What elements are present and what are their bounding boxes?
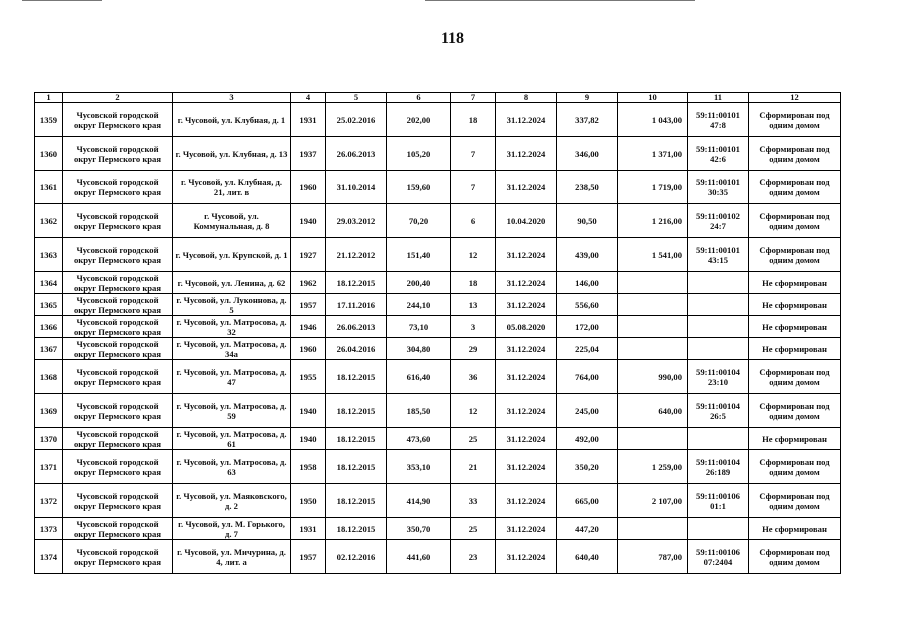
registry-table-body xyxy=(35,93,841,574)
land-area-cell: 1 259,00 xyxy=(618,450,688,484)
survey-date-cell: 26.04.2016 xyxy=(326,338,387,360)
residents-count-cell: 18 xyxy=(451,272,496,294)
total-area-cell: 439,00 xyxy=(557,238,618,272)
resettlement-deadline-cell: 31.12.2024 xyxy=(496,272,557,294)
resettlement-deadline-cell: 31.12.2024 xyxy=(496,338,557,360)
resettlement-deadline-cell: 31.12.2024 xyxy=(496,294,557,316)
municipality-cell: Чусовской городской округ Пермского края xyxy=(63,540,173,574)
column-number-cell: 12 xyxy=(749,93,841,103)
table-row xyxy=(35,103,841,137)
build-year-cell: 1940 xyxy=(291,428,326,450)
living-area-cell: 185,50 xyxy=(387,394,451,428)
build-year-cell: 1931 xyxy=(291,518,326,540)
total-area-cell: 337,82 xyxy=(557,103,618,137)
land-area-cell: 1 719,00 xyxy=(618,171,688,204)
build-year-cell: 1927 xyxy=(291,238,326,272)
land-area-cell: 1 541,00 xyxy=(618,238,688,272)
survey-date-cell: 26.06.2013 xyxy=(326,137,387,171)
living-area-cell: 151,40 xyxy=(387,238,451,272)
living-area-cell: 105,20 xyxy=(387,137,451,171)
land-status-cell: Не сформирован xyxy=(749,272,841,294)
build-year-cell: 1958 xyxy=(291,450,326,484)
cadastral-number-cell: 59:11:00101 42:6 xyxy=(688,137,749,171)
residents-count-cell: 13 xyxy=(451,294,496,316)
build-year-cell: 1960 xyxy=(291,338,326,360)
address-cell: г. Чусовой, ул. Матросова, д. 61 xyxy=(173,428,291,450)
living-area-cell: 350,70 xyxy=(387,518,451,540)
residents-count-cell: 3 xyxy=(451,316,496,338)
cadastral-number-cell xyxy=(688,272,749,294)
address-cell: г. Чусовой, ул. Ленина, д. 62 xyxy=(173,272,291,294)
total-area-cell: 764,00 xyxy=(557,360,618,394)
row-number-cell: 1370 xyxy=(35,428,63,450)
cadastral-number-cell: 59:11:00104 26:5 xyxy=(688,394,749,428)
table-row xyxy=(35,518,841,540)
land-area-cell: 2 107,00 xyxy=(618,484,688,518)
address-cell: г. Чусовой, ул. Матросова, д. 63 xyxy=(173,450,291,484)
address-cell: г. Чусовой, ул. Клубная, д. 21, лит. в xyxy=(173,171,291,204)
column-number-cell: 11 xyxy=(688,93,749,103)
column-number-cell: 8 xyxy=(496,93,557,103)
resettlement-deadline-cell: 31.12.2024 xyxy=(496,428,557,450)
table-row xyxy=(35,272,841,294)
land-area-cell xyxy=(618,316,688,338)
page-number: 118 xyxy=(440,30,465,47)
living-area-cell: 70,20 xyxy=(387,204,451,238)
municipality-cell: Чусовской городской округ Пермского края xyxy=(63,294,173,316)
resettlement-deadline-cell: 31.12.2024 xyxy=(496,540,557,574)
total-area-cell: 350,20 xyxy=(557,450,618,484)
residents-count-cell: 6 xyxy=(451,204,496,238)
table-row xyxy=(35,428,841,450)
survey-date-cell: 18.12.2015 xyxy=(326,394,387,428)
living-area-cell: 414,90 xyxy=(387,484,451,518)
build-year-cell: 1962 xyxy=(291,272,326,294)
row-number-cell: 1368 xyxy=(35,360,63,394)
table-row xyxy=(35,316,841,338)
residents-count-cell: 12 xyxy=(451,238,496,272)
survey-date-cell: 26.06.2013 xyxy=(326,316,387,338)
address-cell: г. Чусовой, ул. М. Горького, д. 7 xyxy=(173,518,291,540)
municipality-cell: Чусовской городской округ Пермского края xyxy=(63,338,173,360)
table-row xyxy=(35,238,841,272)
column-number-cell: 9 xyxy=(557,93,618,103)
column-number-cell: 5 xyxy=(326,93,387,103)
living-area-cell: 202,00 xyxy=(387,103,451,137)
survey-date-cell: 18.12.2015 xyxy=(326,518,387,540)
survey-date-cell: 18.12.2015 xyxy=(326,450,387,484)
build-year-cell: 1950 xyxy=(291,484,326,518)
table-row xyxy=(35,204,841,238)
municipality-cell: Чусовской городской округ Пермского края xyxy=(63,204,173,238)
cadastral-number-cell: 59:11:00106 07:2404 xyxy=(688,540,749,574)
living-area-cell: 441,60 xyxy=(387,540,451,574)
cadastral-number-cell xyxy=(688,428,749,450)
cadastral-number-cell xyxy=(688,518,749,540)
residents-count-cell: 7 xyxy=(451,171,496,204)
land-area-cell: 1 371,00 xyxy=(618,137,688,171)
address-cell: г. Чусовой, ул. Крупской, д. 1 xyxy=(173,238,291,272)
top-rule-right xyxy=(425,0,695,1)
column-number-cell: 4 xyxy=(291,93,326,103)
row-number-cell: 1365 xyxy=(35,294,63,316)
cadastral-number-cell: 59:11:00101 30:35 xyxy=(688,171,749,204)
residents-count-cell: 21 xyxy=(451,450,496,484)
land-status-cell: Сформирован под одним домом xyxy=(749,171,841,204)
municipality-cell: Чусовской городской округ Пермского края xyxy=(63,316,173,338)
column-number-cell: 1 xyxy=(35,93,63,103)
total-area-cell: 492,00 xyxy=(557,428,618,450)
table-row xyxy=(35,450,841,484)
land-status-cell: Не сформирован xyxy=(749,518,841,540)
total-area-cell: 640,40 xyxy=(557,540,618,574)
resettlement-deadline-cell: 31.12.2024 xyxy=(496,518,557,540)
total-area-cell: 346,00 xyxy=(557,137,618,171)
resettlement-deadline-cell: 05.08.2020 xyxy=(496,316,557,338)
land-status-cell: Сформирован под одним домом xyxy=(749,204,841,238)
municipality-cell: Чусовской городской округ Пермского края xyxy=(63,450,173,484)
table-row xyxy=(35,540,841,574)
survey-date-cell: 21.12.2012 xyxy=(326,238,387,272)
column-number-cell: 7 xyxy=(451,93,496,103)
address-cell: г. Чусовой, ул. Матросова, д. 32 xyxy=(173,316,291,338)
resettlement-deadline-cell: 31.12.2024 xyxy=(496,360,557,394)
municipality-cell: Чусовской городской округ Пермского края xyxy=(63,484,173,518)
land-status-cell: Не сформирован xyxy=(749,428,841,450)
table-row xyxy=(35,484,841,518)
resettlement-deadline-cell: 31.12.2024 xyxy=(496,450,557,484)
table-row xyxy=(35,294,841,316)
survey-date-cell: 18.12.2015 xyxy=(326,484,387,518)
land-status-cell: Сформирован под одним домом xyxy=(749,540,841,574)
residents-count-cell: 29 xyxy=(451,338,496,360)
survey-date-cell: 18.12.2015 xyxy=(326,360,387,394)
land-area-cell xyxy=(618,428,688,450)
municipality-cell: Чусовской городской округ Пермского края xyxy=(63,137,173,171)
land-area-cell xyxy=(618,518,688,540)
build-year-cell: 1937 xyxy=(291,137,326,171)
resettlement-deadline-cell: 31.12.2024 xyxy=(496,171,557,204)
land-status-cell: Сформирован под одним домом xyxy=(749,484,841,518)
total-area-cell: 245,00 xyxy=(557,394,618,428)
build-year-cell: 1957 xyxy=(291,540,326,574)
table-row xyxy=(35,360,841,394)
total-area-cell: 225,04 xyxy=(557,338,618,360)
address-cell: г. Чусовой, ул. Луконнова, д. 5 xyxy=(173,294,291,316)
survey-date-cell: 29.03.2012 xyxy=(326,204,387,238)
land-area-cell xyxy=(618,338,688,360)
address-cell: г. Чусовой, ул. Матросова, д. 47 xyxy=(173,360,291,394)
row-number-cell: 1360 xyxy=(35,137,63,171)
table-row xyxy=(35,171,841,204)
total-area-cell: 172,00 xyxy=(557,316,618,338)
land-status-cell: Сформирован под одним домом xyxy=(749,103,841,137)
cadastral-number-cell: 59:11:00101 43:15 xyxy=(688,238,749,272)
column-number-cell: 3 xyxy=(173,93,291,103)
row-number-cell: 1367 xyxy=(35,338,63,360)
land-status-cell: Сформирован под одним домом xyxy=(749,394,841,428)
land-area-cell: 640,00 xyxy=(618,394,688,428)
row-number-cell: 1371 xyxy=(35,450,63,484)
build-year-cell: 1955 xyxy=(291,360,326,394)
cadastral-number-cell xyxy=(688,294,749,316)
land-area-cell xyxy=(618,294,688,316)
header-row xyxy=(35,93,841,103)
living-area-cell: 616,40 xyxy=(387,360,451,394)
survey-date-cell: 25.02.2016 xyxy=(326,103,387,137)
survey-date-cell: 17.11.2016 xyxy=(326,294,387,316)
cadastral-number-cell: 59:11:00106 01:1 xyxy=(688,484,749,518)
cadastral-number-cell: 59:11:00104 23:10 xyxy=(688,360,749,394)
municipality-cell: Чусовской городской округ Пермского края xyxy=(63,238,173,272)
residents-count-cell: 7 xyxy=(451,137,496,171)
living-area-cell: 304,80 xyxy=(387,338,451,360)
land-status-cell: Сформирован под одним домом xyxy=(749,238,841,272)
survey-date-cell: 18.12.2015 xyxy=(326,272,387,294)
build-year-cell: 1940 xyxy=(291,204,326,238)
cadastral-number-cell xyxy=(688,338,749,360)
municipality-cell: Чусовской городской округ Пермского края xyxy=(63,103,173,137)
build-year-cell: 1940 xyxy=(291,394,326,428)
living-area-cell: 159,60 xyxy=(387,171,451,204)
build-year-cell: 1931 xyxy=(291,103,326,137)
build-year-cell: 1960 xyxy=(291,171,326,204)
living-area-cell: 73,10 xyxy=(387,316,451,338)
address-cell: г. Чусовой, ул. Матросова, д. 34а xyxy=(173,338,291,360)
land-area-cell: 787,00 xyxy=(618,540,688,574)
survey-date-cell: 18.12.2015 xyxy=(326,428,387,450)
address-cell: г. Чусовой, ул. Маяковского, д. 2 xyxy=(173,484,291,518)
top-rule-left xyxy=(22,0,102,1)
living-area-cell: 353,10 xyxy=(387,450,451,484)
build-year-cell: 1957 xyxy=(291,294,326,316)
column-number-cell: 10 xyxy=(618,93,688,103)
residents-count-cell: 18 xyxy=(451,103,496,137)
row-number-cell: 1364 xyxy=(35,272,63,294)
total-area-cell: 447,20 xyxy=(557,518,618,540)
resettlement-deadline-cell: 31.12.2024 xyxy=(496,103,557,137)
municipality-cell: Чусовской городской округ Пермского края xyxy=(63,428,173,450)
living-area-cell: 200,40 xyxy=(387,272,451,294)
row-number-cell: 1369 xyxy=(35,394,63,428)
land-area-cell: 1 216,00 xyxy=(618,204,688,238)
row-number-cell: 1359 xyxy=(35,103,63,137)
table-row xyxy=(35,338,841,360)
residents-count-cell: 36 xyxy=(451,360,496,394)
municipality-cell: Чусовской городской округ Пермского края xyxy=(63,272,173,294)
residents-count-cell: 23 xyxy=(451,540,496,574)
land-area-cell: 990,00 xyxy=(618,360,688,394)
row-number-cell: 1372 xyxy=(35,484,63,518)
address-cell: г. Чусовой, ул. Мичурина, д. 4, лит. а xyxy=(173,540,291,574)
residents-count-cell: 25 xyxy=(451,428,496,450)
living-area-cell: 473,60 xyxy=(387,428,451,450)
row-number-cell: 1361 xyxy=(35,171,63,204)
address-cell: г. Чусовой, ул. Коммунальная, д. 8 xyxy=(173,204,291,238)
address-cell: г. Чусовой, ул. Матросова, д. 59 xyxy=(173,394,291,428)
land-status-cell: Сформирован под одним домом xyxy=(749,360,841,394)
row-number-cell: 1374 xyxy=(35,540,63,574)
municipality-cell: Чусовской городской округ Пермского края xyxy=(63,518,173,540)
survey-date-cell: 02.12.2016 xyxy=(326,540,387,574)
cadastral-number-cell: 59:11:00101 47:8 xyxy=(688,103,749,137)
land-status-cell: Не сформирован xyxy=(749,294,841,316)
municipality-cell: Чусовской городской округ Пермского края xyxy=(63,394,173,428)
table-row xyxy=(35,137,841,171)
resettlement-deadline-cell: 31.12.2024 xyxy=(496,137,557,171)
land-area-cell: 1 043,00 xyxy=(618,103,688,137)
total-area-cell: 556,60 xyxy=(557,294,618,316)
cadastral-number-cell: 59:11:00104 26:189 xyxy=(688,450,749,484)
residents-count-cell: 33 xyxy=(451,484,496,518)
living-area-cell: 244,10 xyxy=(387,294,451,316)
table-row xyxy=(35,394,841,428)
municipality-cell: Чусовской городской округ Пермского края xyxy=(63,171,173,204)
residents-count-cell: 25 xyxy=(451,518,496,540)
residents-count-cell: 12 xyxy=(451,394,496,428)
address-cell: г. Чусовой, ул. Клубная, д. 1 xyxy=(173,103,291,137)
total-area-cell: 238,50 xyxy=(557,171,618,204)
land-status-cell: Не сформирован xyxy=(749,338,841,360)
row-number-cell: 1362 xyxy=(35,204,63,238)
row-number-cell: 1373 xyxy=(35,518,63,540)
land-status-cell: Сформирован под одним домом xyxy=(749,450,841,484)
resettlement-deadline-cell: 31.12.2024 xyxy=(496,238,557,272)
survey-date-cell: 31.10.2014 xyxy=(326,171,387,204)
land-area-cell xyxy=(618,272,688,294)
total-area-cell: 90,50 xyxy=(557,204,618,238)
cadastral-number-cell: 59:11:00102 24:7 xyxy=(688,204,749,238)
resettlement-deadline-cell: 10.04.2020 xyxy=(496,204,557,238)
resettlement-deadline-cell: 31.12.2024 xyxy=(496,394,557,428)
resettlement-deadline-cell: 31.12.2024 xyxy=(496,484,557,518)
row-number-cell: 1363 xyxy=(35,238,63,272)
total-area-cell: 146,00 xyxy=(557,272,618,294)
row-number-cell: 1366 xyxy=(35,316,63,338)
land-status-cell: Сформирован под одним домом xyxy=(749,137,841,171)
address-cell: г. Чусовой, ул. Клубная, д. 13 xyxy=(173,137,291,171)
total-area-cell: 665,00 xyxy=(557,484,618,518)
municipality-cell: Чусовской городской округ Пермского края xyxy=(63,360,173,394)
column-number-cell: 2 xyxy=(63,93,173,103)
column-number-cell: 6 xyxy=(387,93,451,103)
land-status-cell: Не сформирован xyxy=(749,316,841,338)
build-year-cell: 1946 xyxy=(291,316,326,338)
cadastral-number-cell xyxy=(688,316,749,338)
registry-table xyxy=(34,92,841,574)
